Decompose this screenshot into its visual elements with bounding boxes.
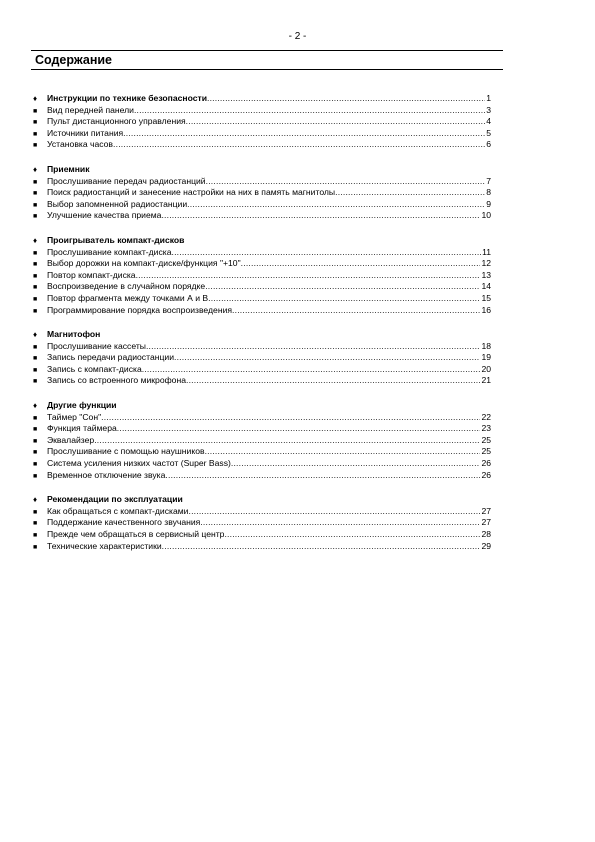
toc-entry[interactable] [33,270,491,282]
dot-leader [113,139,485,151]
diamond-bullet-icon: ♦ [33,495,38,505]
toc-entry[interactable] [33,446,491,458]
square-bullet-icon: ■ [33,355,38,363]
entry-label: Прослушивание компакт-диска [47,246,172,257]
diamond-bullet-icon: ♦ [33,401,38,411]
square-bullet-icon: ■ [33,543,38,551]
square-bullet-icon: ■ [33,284,38,292]
toc-section [33,400,491,481]
page-ref: 21 [481,375,491,386]
toc-entry[interactable] [33,412,491,424]
toc-entry[interactable] [33,247,491,259]
toc-entry[interactable] [33,423,491,435]
page-ref: 20 [481,363,491,374]
section-heading-label: Инструкции по технике безопасности [47,93,207,103]
entry-label: Улучшение качества приема [47,210,162,221]
page-ref: 1 [486,93,491,103]
toc-entry[interactable] [33,187,491,199]
toc-entry[interactable] [33,375,491,387]
square-bullet-icon: ■ [33,119,38,127]
dot-leader [231,458,481,470]
square-bullet-icon: ■ [33,307,38,315]
dot-leader [123,128,485,140]
dot-leader [188,506,480,518]
page-ref: 9 [486,198,491,209]
dot-leader [162,541,481,553]
square-bullet-icon: ■ [33,249,38,257]
square-bullet-icon: ■ [33,437,38,445]
page-ref: 28 [481,529,491,539]
toc-entry[interactable] [33,105,491,117]
entry-label: Поддержание качественного звучания [47,517,201,528]
toc-entry[interactable] [33,281,491,293]
page-ref: 26 [481,458,491,469]
dot-leader [101,412,480,424]
dot-leader [142,364,481,376]
page-ref: 23 [481,423,491,434]
toc-entry[interactable] [33,199,491,211]
entry-label: Запись передачи радиостанции [47,352,174,363]
toc-entry[interactable] [33,305,491,317]
entry-label: Функция таймера [47,423,117,434]
toc-section-heading[interactable] [33,494,491,506]
dot-leader [200,517,480,529]
dot-leader [136,270,481,282]
entry-label: Прежде чем обращаться в сервисный центр [47,529,225,539]
entry-label: Воспроизведение в случайном порядке [47,281,206,292]
page-ref: 18 [481,340,491,351]
dot-leader [186,116,486,128]
entry-label: Выбор запомненной радиостанции [47,198,188,209]
diamond-bullet-icon: ♦ [33,235,38,245]
toc-entry[interactable] [33,517,491,529]
page-ref: 16 [481,304,491,315]
square-bullet-icon: ■ [33,107,38,115]
toc-entry[interactable] [33,541,491,553]
toc-entry[interactable] [33,258,491,270]
square-bullet-icon: ■ [33,449,38,457]
page-ref: 12 [481,258,491,269]
entry-label: Выбор дорожки на компакт-диске/функция "+10" [47,258,241,269]
table-of-contents [33,93,491,565]
page-ref: 25 [481,446,491,457]
entry-label: Прослушивание с помощью наушников [47,446,205,457]
toc-entry[interactable] [33,506,491,518]
toc-section [33,164,491,222]
page-ref: 7 [486,175,491,186]
toc-section-heading[interactable] [33,235,491,247]
dot-leader [146,341,481,353]
section-heading-label: Магнитофон [47,329,101,340]
entry-label: Повтор компакт-диска [47,269,136,280]
square-bullet-icon: ■ [33,508,38,516]
dot-leader [224,529,480,541]
square-bullet-icon: ■ [33,343,38,351]
entry-label: Повтор фрагмента между точками А и В [47,292,209,303]
dot-leader [205,446,481,458]
toc-entry[interactable] [33,176,491,188]
dot-leader [232,305,480,317]
square-bullet-icon: ■ [33,366,38,374]
toc-entry[interactable] [33,293,491,305]
toc-section-heading[interactable] [33,164,491,176]
toc-entry[interactable] [33,341,491,353]
toc-entry[interactable] [33,116,491,128]
dot-leader [134,105,485,117]
entry-label: Поиск радиостанций и занесение настройки на них в память магнитолы [47,187,336,198]
page-ref: 8 [486,187,491,198]
dot-leader [94,435,480,447]
page-ref: 25 [481,434,491,445]
toc-entry[interactable] [33,458,491,470]
toc-entry[interactable] [33,210,491,222]
toc-entry[interactable] [33,529,491,541]
toc-entry[interactable] [33,139,491,151]
dot-leader [165,470,480,482]
toc-section-heading[interactable] [33,400,491,412]
square-bullet-icon: ■ [33,461,38,469]
square-bullet-icon: ■ [33,272,38,280]
square-bullet-icon: ■ [33,178,38,186]
square-bullet-icon: ■ [33,520,38,528]
page-ref: 5 [486,127,491,138]
page-ref: 11 [482,246,491,257]
square-bullet-icon: ■ [33,426,38,434]
toc-section [33,329,491,387]
dot-leader [187,199,485,211]
page-ref: 22 [481,411,491,422]
entry-label: Источники питания [47,127,124,138]
dot-leader [117,423,481,435]
entry-label: Таймер "Сон" [47,411,102,422]
section-heading-label: Проигрыватель компакт-дисков [47,234,185,245]
square-bullet-icon: ■ [33,201,38,209]
dot-leader [186,375,480,387]
square-bullet-icon: ■ [33,472,38,480]
toc-entry[interactable] [33,352,491,364]
dot-leader [208,293,480,305]
dot-leader [335,187,485,199]
square-bullet-icon: ■ [33,261,38,269]
page-ref: 15 [481,292,491,303]
page-title: Содержание [35,53,113,67]
toc-section [33,93,491,151]
page-ref: 10 [481,210,491,221]
title-bar [31,50,503,70]
square-bullet-icon: ■ [33,142,38,150]
page-ref: 14 [481,281,491,292]
dot-leader [161,210,480,222]
page-ref: 3 [486,104,491,115]
square-bullet-icon: ■ [33,378,38,386]
dot-leader [174,352,480,364]
square-bullet-icon: ■ [33,532,38,539]
section-heading-label: Другие функции [47,400,117,411]
entry-label: Прослушивание передач радиостанций [47,175,206,186]
entry-label: Запись со встроенного микрофона [47,375,186,386]
entry-label: Запись с компакт-диска [47,363,142,374]
page-ref: 4 [486,116,491,127]
toc-section-heading[interactable] [33,329,491,341]
diamond-bullet-icon: ♦ [33,164,38,174]
square-bullet-icon: ■ [33,295,38,303]
square-bullet-icon: ■ [33,414,38,422]
page-ref: 27 [481,517,491,528]
page-ref: 19 [481,352,491,363]
entry-label: Установка часов [47,139,114,150]
toc-entry[interactable] [33,364,491,376]
toc-entry[interactable] [33,435,491,447]
page-ref: 6 [486,139,491,150]
dot-leader [206,176,486,188]
entry-label: Программирование порядка воспроизведения [47,304,233,315]
page-ref: 29 [481,540,491,551]
entry-label: Вид передней панели [47,104,134,115]
diamond-bullet-icon: ♦ [33,94,38,103]
toc-entry[interactable] [33,128,491,140]
section-heading-label: Рекомендации по эксплуатации [47,494,183,505]
dot-leader [205,281,480,293]
square-bullet-icon: ■ [33,213,38,221]
dot-leader [171,247,481,259]
square-bullet-icon: ■ [33,190,38,198]
page-ref: 13 [481,269,491,280]
entry-label: Система усиления низких частот (Super Bass) [47,458,231,469]
dot-leader [207,93,485,105]
section-heading-label: Приемник [47,163,90,174]
entry-label: Эквалайзер [47,434,95,445]
page-ref: 26 [481,469,491,480]
entry-label: Как обращаться с компакт-дисками [47,505,189,516]
page-ref: 27 [481,505,491,516]
toc-section [33,494,491,552]
entry-label: Временное отключение звука [47,469,166,480]
diamond-bullet-icon: ♦ [33,330,38,340]
entry-label: Прослушивание кассеты [47,340,146,351]
page-number: - 2 - [288,31,307,42]
entry-label: Технические характеристики [47,540,162,551]
square-bullet-icon: ■ [33,130,38,138]
dot-leader [241,258,481,270]
entry-label: Пульт дистанционного управления [47,116,186,127]
toc-section-heading[interactable] [33,93,491,105]
toc-entry[interactable] [33,470,491,482]
toc-section [33,235,491,316]
